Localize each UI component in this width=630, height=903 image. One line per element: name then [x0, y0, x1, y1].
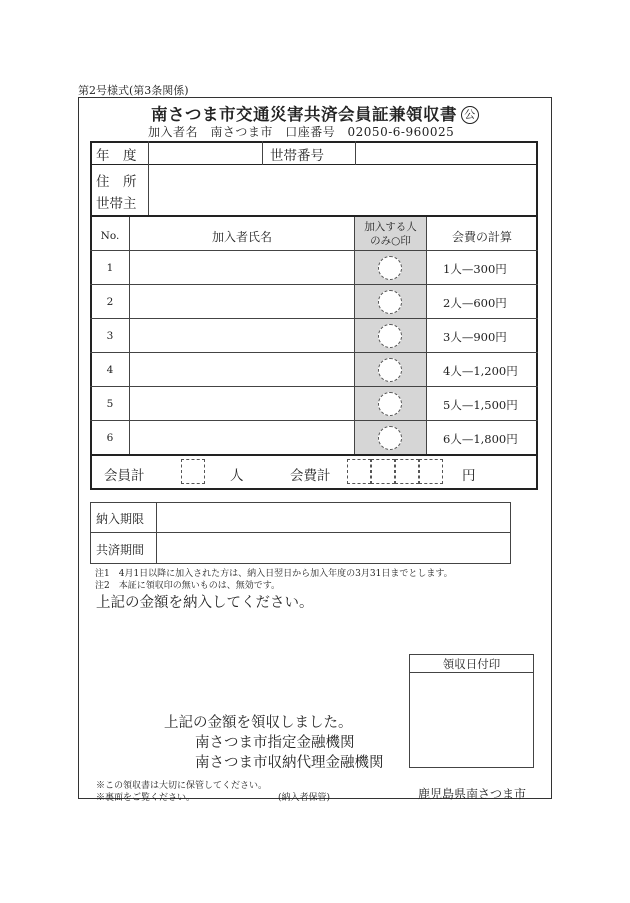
fee-amount: 5人—1,500円 [443, 398, 518, 412]
household-head-label: 世帯主 [96, 196, 137, 212]
row-number: 5 [106, 398, 114, 410]
member-name-field[interactable] [131, 388, 353, 419]
col-header-name: 加入者氏名 [211, 230, 272, 244]
member-name-field[interactable] [131, 422, 353, 453]
fee-amount: 3人—900円 [443, 330, 507, 344]
members-total-label: 会員計 [104, 468, 145, 484]
fee-total-label: 会費計 [290, 468, 331, 484]
subscriber-name: 南さつま市 [210, 125, 273, 139]
member-name-field[interactable] [131, 320, 353, 351]
account-number: 02050-6-960025 [347, 125, 455, 139]
receipt-date-stamp-label: 領収日付印 [442, 657, 501, 671]
payment-request: 上記の金額を納入してください。 [96, 595, 314, 611]
members-total-box[interactable] [181, 459, 205, 484]
join-mark-circle[interactable] [378, 290, 402, 314]
public-seal-mark: 公 [461, 106, 479, 124]
deadline-field[interactable] [158, 504, 508, 531]
footer-payer-copy: (納入者保管) [278, 793, 331, 803]
agent-institution: 南さつま市収納代理金融機関 [195, 755, 384, 771]
form-number-label: 第2号様式(第3条関係) [78, 84, 189, 97]
col-header-mark-line1: 加入する人 [364, 221, 417, 233]
household-number-field[interactable] [357, 143, 535, 163]
member-name-field[interactable] [131, 252, 353, 283]
row-number: 3 [106, 330, 114, 342]
footer-note-keep: ※この領収書は大切に保管してください。 [96, 781, 268, 791]
col-header-mark-line2: のみ○印 [370, 235, 411, 247]
join-mark-circle[interactable] [378, 324, 402, 348]
household-number-label: 世帯番号 [270, 148, 324, 164]
fee-amount: 2人—600円 [443, 296, 507, 310]
note-1: 注1 4月1日以降に加入された方は、納入日翌日から加入年度の3月31日までとします。 [95, 569, 453, 579]
note-2: 注2 本証に領収印の無いものは、無効です。 [95, 581, 281, 591]
fee-total-digit-box[interactable] [395, 459, 419, 484]
member-name-field[interactable] [131, 354, 353, 385]
fee-total-digit-box[interactable] [419, 459, 443, 484]
row-number: 6 [106, 432, 114, 444]
row-number: 2 [106, 296, 114, 308]
issuer-name: 鹿児島県南さつま市 [418, 787, 527, 801]
join-mark-circle[interactable] [378, 256, 402, 280]
row-number: 4 [106, 364, 114, 376]
fee-total-digit-box[interactable] [371, 459, 395, 484]
join-mark-circle[interactable] [378, 392, 402, 416]
col-header-no: No. [100, 230, 120, 242]
col-header-mark [355, 220, 426, 248]
join-mark-circle[interactable] [378, 358, 402, 382]
subscriber-label: 加入者名 [148, 125, 199, 139]
document-title [78, 101, 552, 125]
fee-amount: 6人—1,800円 [443, 432, 518, 446]
address-label: 住 所 [96, 174, 137, 190]
address-field[interactable] [150, 166, 535, 214]
fee-amount: 1人—300円 [443, 262, 507, 276]
title-text: 南さつま市交通災害共済会員証兼領収書 [151, 105, 457, 124]
account-label: 口座番号 [285, 125, 336, 139]
footer-note-reverse: ※裏面をご覧ください。 [96, 793, 196, 803]
row-number: 1 [106, 262, 114, 274]
coverage-label: 共済期間 [96, 543, 145, 557]
year-field[interactable] [150, 143, 260, 163]
received-statement: 上記の金額を領収しました。 [164, 715, 353, 731]
col-header-fee: 会費の計算 [451, 230, 512, 244]
fee-unit: 円 [462, 468, 476, 484]
designated-institution: 南さつま市指定金融機関 [195, 735, 355, 751]
deadline-label: 納入期限 [96, 512, 145, 526]
fee-total-digit-box[interactable] [347, 459, 371, 484]
members-unit: 人 [230, 468, 244, 484]
coverage-field[interactable] [158, 534, 508, 562]
member-name-field[interactable] [131, 286, 353, 317]
fee-amount: 4人—1,200円 [443, 364, 518, 378]
subscriber-info [148, 123, 462, 140]
year-label: 年 度 [96, 148, 137, 164]
join-mark-circle[interactable] [378, 426, 402, 450]
